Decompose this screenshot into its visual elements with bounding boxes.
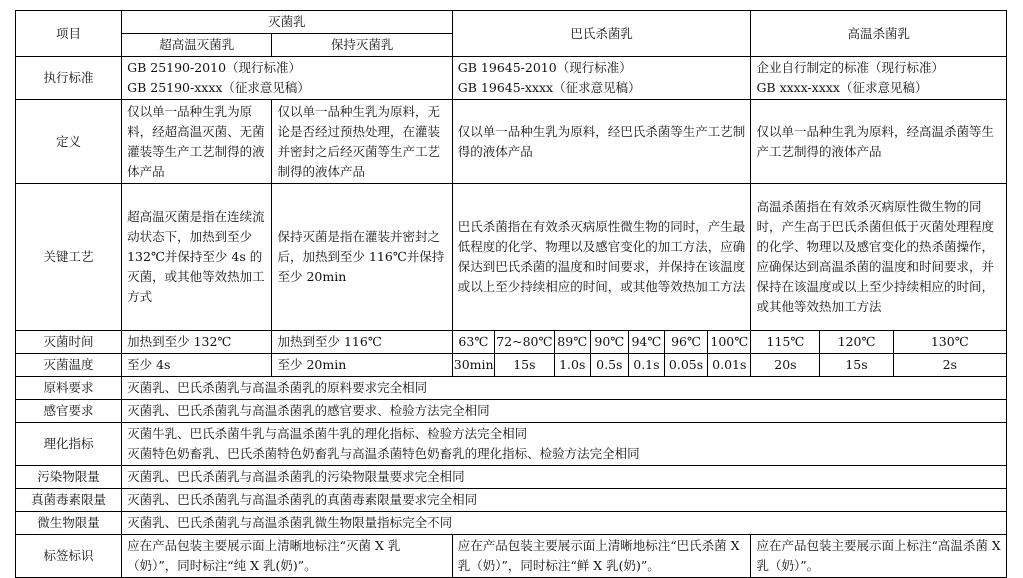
definition-uht: 仅以单一品种生乳为原料，经超高温灭菌、无菌灌装等生产工艺制得的液体产品 — [122, 100, 272, 184]
sensory-text: 灭菌乳、巴氏杀菌乳与高温杀菌乳的感官要求、检验方法完全相同 — [122, 400, 1007, 423]
time-high-temp-cell: 115℃ — [751, 331, 820, 354]
time-retort: 加热到至少 116℃ — [272, 331, 452, 354]
standard-high-temp: 企业自行制定的标准（现行标准） GB xxxx-xxxx（征求意见稿） — [751, 57, 1007, 100]
temp-pasteurized-cell: 15s — [494, 354, 554, 377]
mycotoxin-label: 真菌毒素限量 — [16, 489, 122, 512]
header-retort: 保持灭菌乳 — [272, 34, 452, 57]
milk-comparison-table — [15, 10, 1007, 578]
temp-pasteurized-cell: 0.01s — [708, 354, 751, 377]
comparison-table-wrapper — [15, 10, 1007, 578]
physchem-text — [122, 423, 1007, 466]
time-pasteurized-cell: 96℃ — [664, 331, 707, 354]
definition-label: 定义 — [16, 100, 122, 184]
physchem-line-2: 灭菌特色奶畜乳、巴氏杀菌特色奶畜乳与高温杀菌特色奶畜乳的理化指标、检验方法完全相同 — [127, 446, 640, 461]
time-high-temp-cell: 130℃ — [893, 331, 1006, 354]
header-high-temp: 高温杀菌乳 — [751, 11, 1007, 57]
process-uht: 超高温灭菌是指在连续流动状态下，加热到至少 132℃并保持至少 4s 的灭菌，或其他等效热加工方式 — [122, 184, 272, 331]
process-pasteurized: 巴氏杀菌指在有效杀灭病原性微生物的同时，产生最低程度的化学、物理以及感官变化的加工方法，应确保达到巴氏杀菌的温度和时间要求，并保持在该温度或以上至少持续相应的时间，或其他等效热加工方法 — [452, 184, 751, 331]
time-pasteurized-cell: 94℃ — [628, 331, 664, 354]
microbe-row — [16, 512, 1007, 535]
time-pasteurized-cell: 89℃ — [554, 331, 590, 354]
labeling-sterilized: 应在产品包装主要展示面上清晰地标注“灭菌 X 乳（奶）”，同时标注“纯 X 乳(奶)”。 — [122, 535, 453, 578]
temp-high-temp-cell: 2s — [893, 354, 1006, 377]
microbe-text: 灭菌乳、巴氏杀菌乳与高温杀菌乳微生物限量指标完全不同 — [122, 512, 1007, 535]
definition-pasteurized: 仅以单一品种生乳为原料，经巴氏杀菌等生产工艺制得的液体产品 — [452, 100, 751, 184]
microbe-label: 微生物限量 — [16, 512, 122, 535]
sensory-row — [16, 400, 1007, 423]
time-label: 灭菌时间 — [16, 331, 122, 354]
mycotoxin-row — [16, 489, 1007, 512]
header-item: 项目 — [16, 11, 122, 57]
temp-high-temp-cell: 20s — [751, 354, 820, 377]
labeling-label: 标签标识 — [16, 535, 122, 578]
process-label: 关键工艺 — [16, 184, 122, 331]
header-pasteurized: 巴氏杀菌乳 — [452, 11, 751, 57]
physchem-row — [16, 423, 1007, 466]
definition-retort: 仅以单一品种生乳为原料，无论是否经过预热处理，在灌装并密封之后经灭菌等生产工艺制得的液体产品 — [272, 100, 452, 184]
temp-uht: 至少 4s — [122, 354, 272, 377]
raw-material-row — [16, 377, 1007, 400]
standard-row — [16, 57, 1007, 100]
contaminant-text: 灭菌乳、巴氏杀菌乳与高温杀菌乳的污染物限量要求完全相同 — [122, 466, 1007, 489]
header-row-1 — [16, 11, 1007, 34]
labeling-row — [16, 535, 1007, 578]
mycotoxin-text: 灭菌乳、巴氏杀菌乳与高温杀菌乳的真菌毒素限量要求完全相同 — [122, 489, 1007, 512]
temp-pasteurized-cell: 0.5s — [590, 354, 628, 377]
labeling-pasteurized: 应在产品包装主要展示面上清晰地标注“巴氏杀菌 X 乳（奶）”，同时标注“鲜 X 乳(奶)”。 — [452, 535, 751, 578]
standard-label: 执行标准 — [16, 57, 122, 100]
definition-high-temp: 仅以单一品种生乳为原料，经高温杀菌等生产工艺制得的液体产品 — [751, 100, 1007, 184]
header-sterilized: 灭菌乳 — [122, 11, 453, 34]
process-high-temp: 高温杀菌指在有效杀灭病原性微生物的同时，产生高于巴氏杀菌但低于灭菌处理程度的化学、物理以及感官变化的热杀菌操作，应确保达到高温杀菌的温度和时间要求，并保持在该温度或以上至少持续相应的时间，或其他等效热加工方法 — [751, 184, 1007, 331]
process-retort: 保持灭菌是指在灌装并密封之后，加热到至少 116℃并保持至少 20min — [272, 184, 452, 331]
time-pasteurized-cell: 63℃ — [452, 331, 494, 354]
physchem-line-1: 灭菌牛乳、巴氏杀菌牛乳与高温杀菌牛乳的理化指标、检验方法完全相同 — [127, 426, 528, 441]
standard-pasteurized: GB 19645-2010（现行标准） GB 19645-xxxx（征求意见稿） — [452, 57, 751, 100]
contaminant-row — [16, 466, 1007, 489]
raw-material-label: 原料要求 — [16, 377, 122, 400]
header-uht: 超高温灭菌乳 — [122, 34, 272, 57]
temp-pasteurized-cell: 0.05s — [664, 354, 707, 377]
temp-label: 灭菌温度 — [16, 354, 122, 377]
raw-material-text: 灭菌乳、巴氏杀菌乳与高温杀菌乳的原料要求完全相同 — [122, 377, 1007, 400]
standard-sterilized: GB 25190-2010（现行标准） GB 25190-xxxx（征求意见稿） — [122, 57, 453, 100]
temp-pasteurized-cell: 1.0s — [554, 354, 590, 377]
temp-high-temp-cell: 15s — [820, 354, 893, 377]
temp-row — [16, 354, 1007, 377]
time-uht: 加热到至少 132℃ — [122, 331, 272, 354]
temp-pasteurized-cell: 0.1s — [628, 354, 664, 377]
sensory-label: 感官要求 — [16, 400, 122, 423]
temp-pasteurized-cell: 30min — [452, 354, 494, 377]
process-row — [16, 184, 1007, 331]
time-pasteurized-cell: 72~80℃ — [494, 331, 554, 354]
time-pasteurized-cell: 100℃ — [708, 331, 751, 354]
physchem-label: 理化指标 — [16, 423, 122, 466]
contaminant-label: 污染物限量 — [16, 466, 122, 489]
time-pasteurized-cell: 90℃ — [590, 331, 628, 354]
time-row — [16, 331, 1007, 354]
temp-retort: 至少 20min — [272, 354, 452, 377]
labeling-high-temp: 应在产品包装主要展示面上标注“高温杀菌 X 乳（奶）”。 — [751, 535, 1007, 578]
time-high-temp-cell: 120℃ — [820, 331, 893, 354]
definition-row — [16, 100, 1007, 184]
